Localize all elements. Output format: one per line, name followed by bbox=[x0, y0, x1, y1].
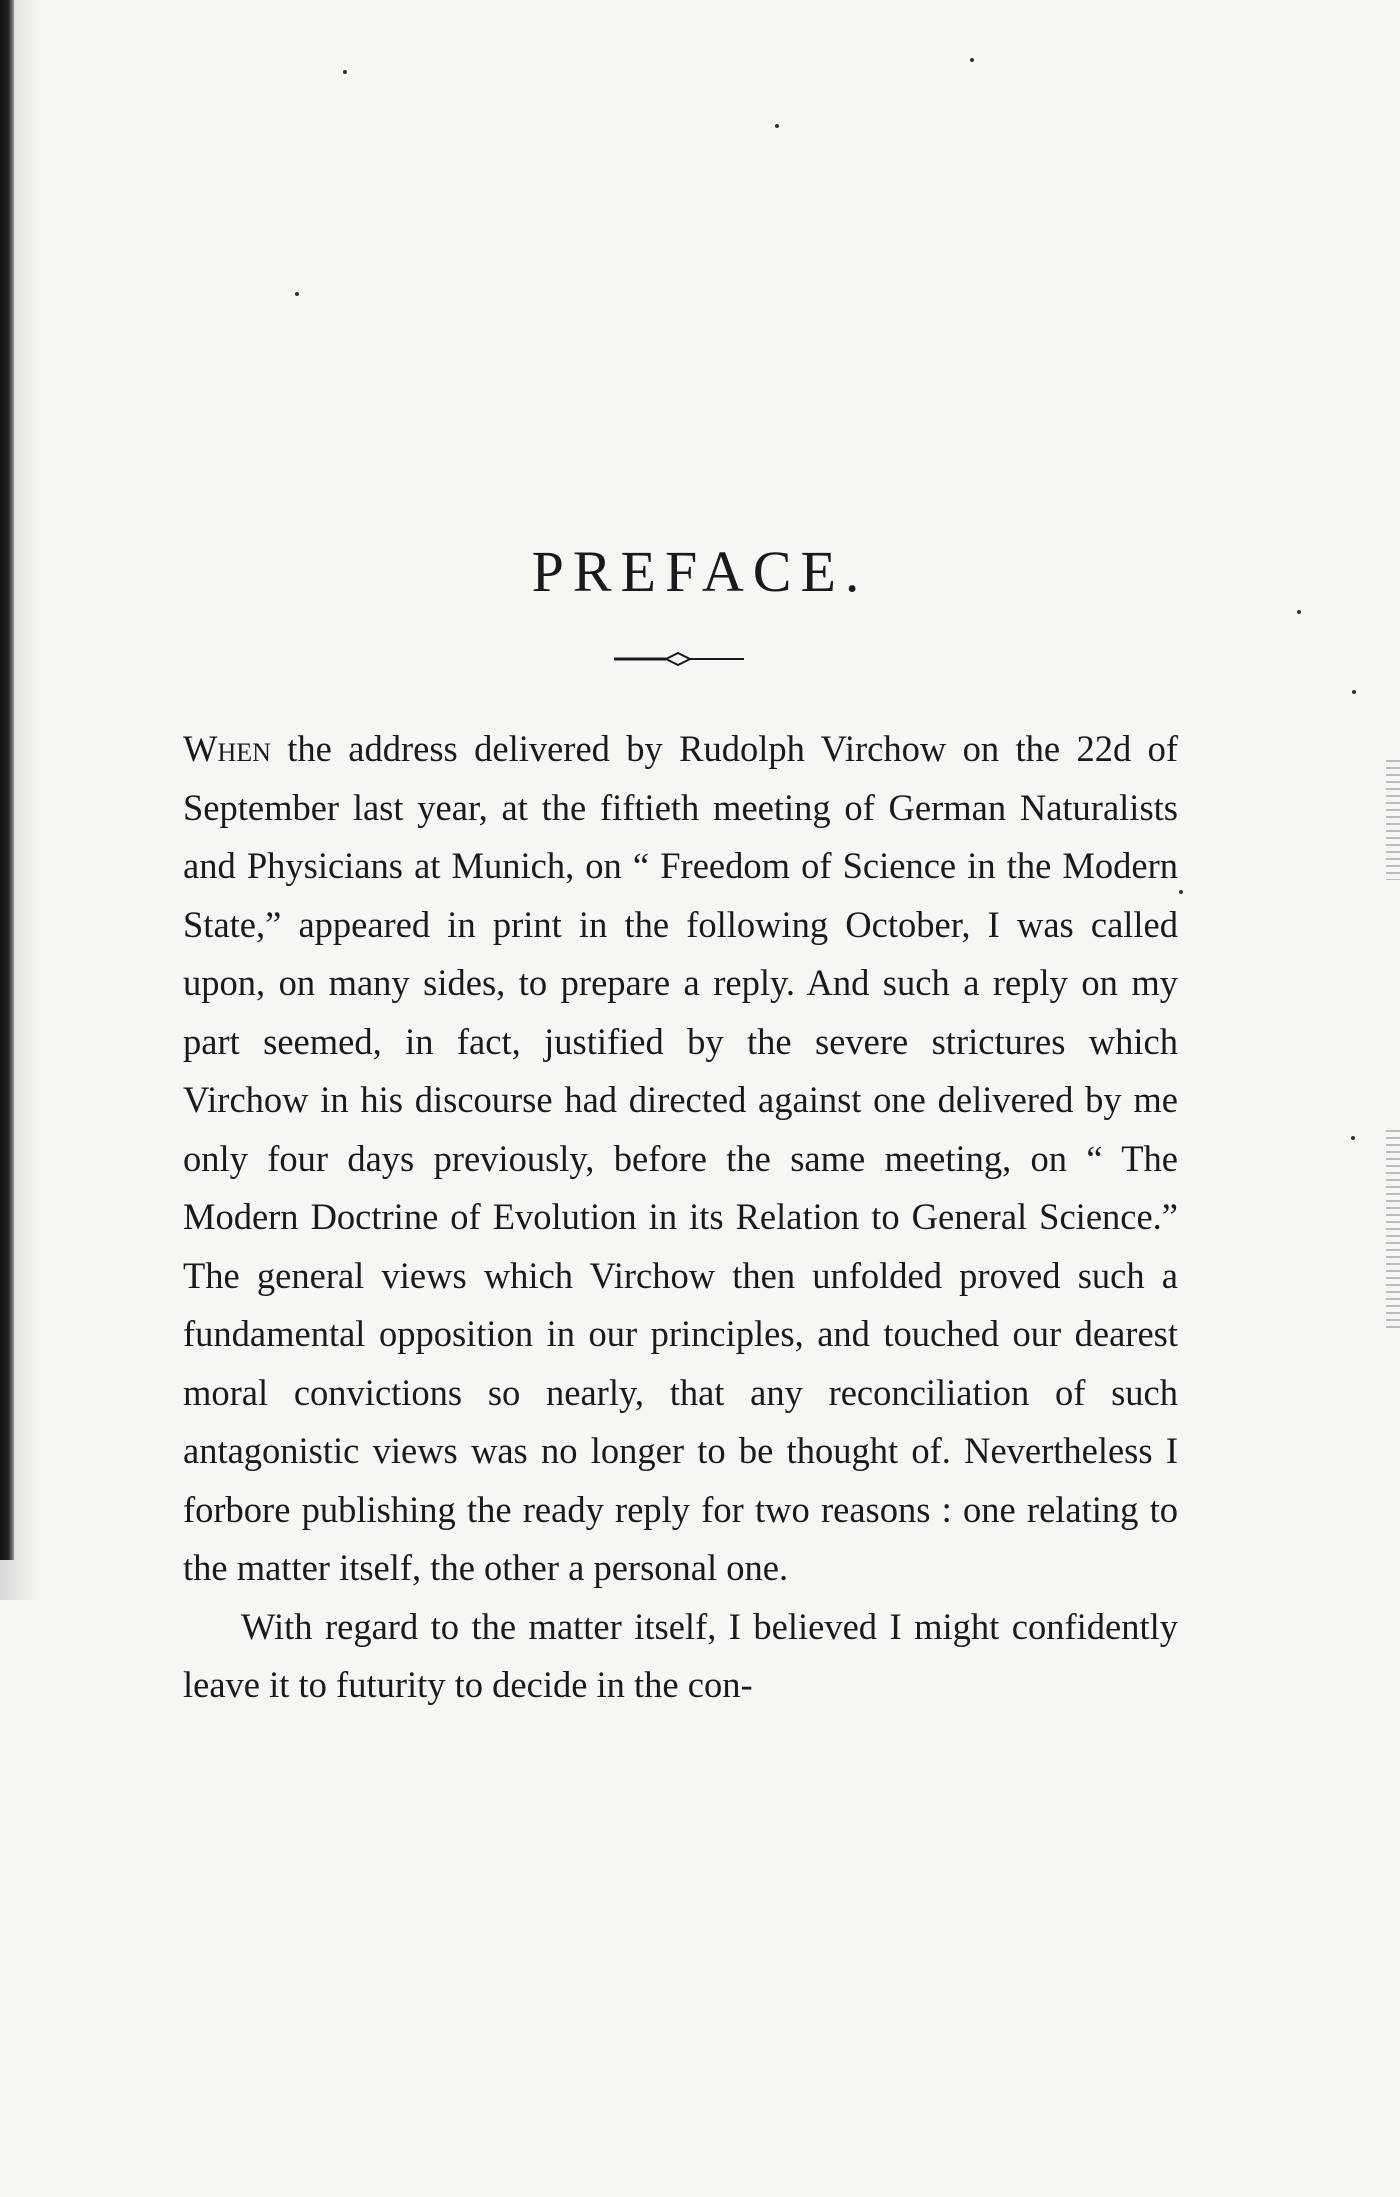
paper-speck bbox=[1297, 610, 1301, 614]
preface-body bbox=[183, 720, 1178, 1715]
paper-speck bbox=[1179, 890, 1183, 894]
paper-speck bbox=[295, 292, 299, 296]
paragraph-2: With regard to the matter itself, I believed I might confidently leave it to futurity to decide in the con- bbox=[183, 1605, 1178, 1705]
paper-speck bbox=[343, 70, 347, 74]
paper-speck bbox=[775, 124, 779, 128]
margin-bleed bbox=[1386, 1130, 1400, 1330]
page-title: PREFACE. bbox=[531, 539, 869, 604]
margin-bleed bbox=[1386, 760, 1400, 880]
paper-speck bbox=[1352, 690, 1356, 694]
lead-word: When bbox=[183, 728, 271, 769]
title-ornament bbox=[614, 648, 744, 670]
binding-edge bbox=[0, 0, 14, 1560]
paper-speck bbox=[1351, 1136, 1355, 1140]
paragraph-text: the address delivered by Rudolph Virchow on the 22d of September last year, at the fiftieth meeting of German Naturalists and Physicians at Munich, on “ Freedom of Science in the Modern State,” appeared in print in the following October, I was called upon, on many sides, to prepare a reply. And such a reply on my part seemed, in fact, justified by the severe strictures which Virchow in his discourse had directed against one delivered by me only four days previously, before the same meeting, on “ The Modern Doctrine of Evolution in its Relation to General Science.” The general views which Virchow then unfolded proved such a fundamental opposition in our principles, and touched our dearest moral convictions so nearly, that any reconciliation of such antagonistic views was no longer to be thought of. Nevertheless I forbore publishing the ready reply for two reasons : one relating to the matter itself, the other a personal one. bbox=[183, 728, 1178, 1588]
paragraph-1 bbox=[183, 720, 1178, 1598]
paper-speck bbox=[970, 58, 974, 62]
